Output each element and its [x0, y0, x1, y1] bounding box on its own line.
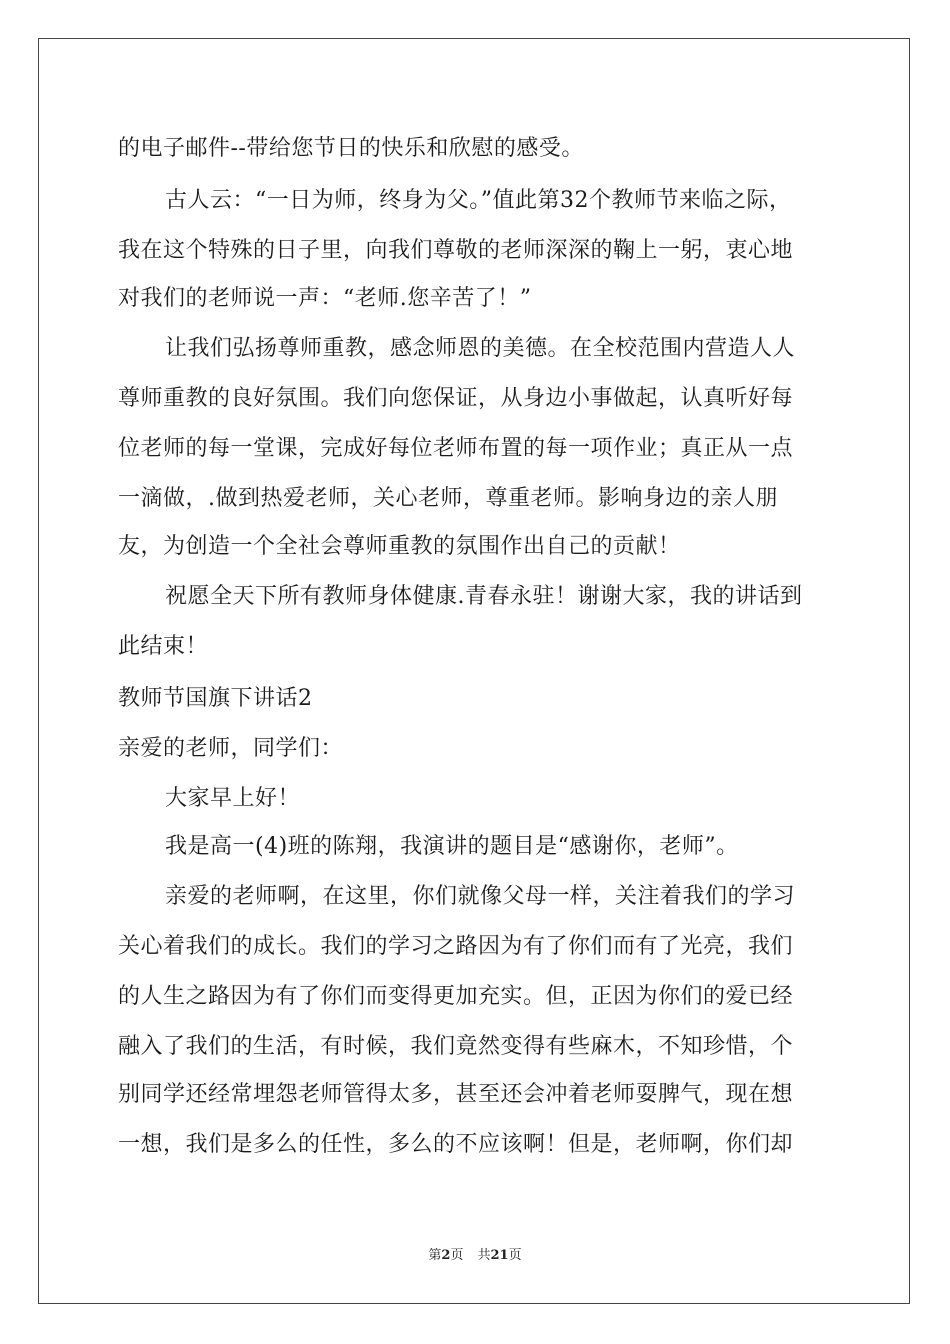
page-suffix: 页 — [450, 1248, 464, 1263]
body-line: 的人生之路因为有了你们而变得更加充实。但，正因为你们的爱已经 — [118, 984, 794, 1009]
body-line: 的电子邮件--带给您节日的快乐和欣慰的感受。 — [118, 136, 584, 161]
body-line: 友，为创造一个全社会尊师重教的氛围作出自己的贡献！ — [118, 534, 681, 559]
body-line: 位老师的每一堂课，完成好每位老师布置的每一项作业；真正从一点 — [118, 436, 794, 461]
section-heading: 教师节国旗下讲话2 — [118, 686, 313, 711]
body-line: 一滴做，.做到热爱老师，关心老师，尊重老师。影响身边的亲人朋 — [118, 486, 778, 511]
page-total: 21 — [490, 1248, 509, 1263]
body-line: 融入了我们的生活，有时候，我们竟然变得有些麻木，不知珍惜，个 — [118, 1034, 794, 1059]
body-line: 尊师重教的良好氛围。我们向您保证，从身边小事做起，认真听好每 — [118, 386, 794, 411]
body-line: 我在这个特殊的日子里，向我们尊敬的老师深深的鞠上一躬，衷心地 — [118, 238, 794, 263]
body-line: 亲爱的老师啊，在这里，你们就像父母一样，关注着我们的学习 — [165, 884, 796, 909]
body-line: 此结束！ — [118, 634, 209, 659]
body-line: 关心着我们的成长。我们的学习之路因为有了你们而有了光亮，我们 — [118, 934, 794, 959]
greeting: 大家早上好！ — [165, 786, 301, 811]
body-line: 别同学还经常埋怨老师管得太多，甚至还会冲着老师耍脾气，现在想 — [118, 1082, 794, 1107]
body-line: 祝愿全天下所有教师身体健康.青春永驻！谢谢大家，我的讲话到 — [165, 584, 803, 609]
body-line: 古人云：“一日为师，终身为父。”值此第32个教师节来临之际， — [165, 188, 792, 213]
page-current: 2 — [441, 1248, 451, 1263]
page-footer — [0, 1247, 950, 1265]
body-line: 我是高一(4)班的陈翔，我演讲的题目是“感谢你，老师”。 — [165, 834, 739, 859]
body-line: 对我们的老师说一声：“老师.您辛苦了！” — [118, 286, 532, 311]
body-line: 一想，我们是多么的任性，多么的不应该啊！但是，老师啊，你们却 — [118, 1132, 794, 1157]
body-line: 让我们弘扬尊师重教，感念师恩的美德。在全校范围内营造人人 — [165, 336, 796, 361]
total-suffix: 页 — [508, 1248, 522, 1263]
page-frame — [38, 38, 910, 1304]
page-prefix: 第 — [428, 1248, 442, 1263]
total-prefix: 共 — [477, 1248, 491, 1263]
salutation: 亲爱的老师，同学们： — [118, 736, 344, 761]
